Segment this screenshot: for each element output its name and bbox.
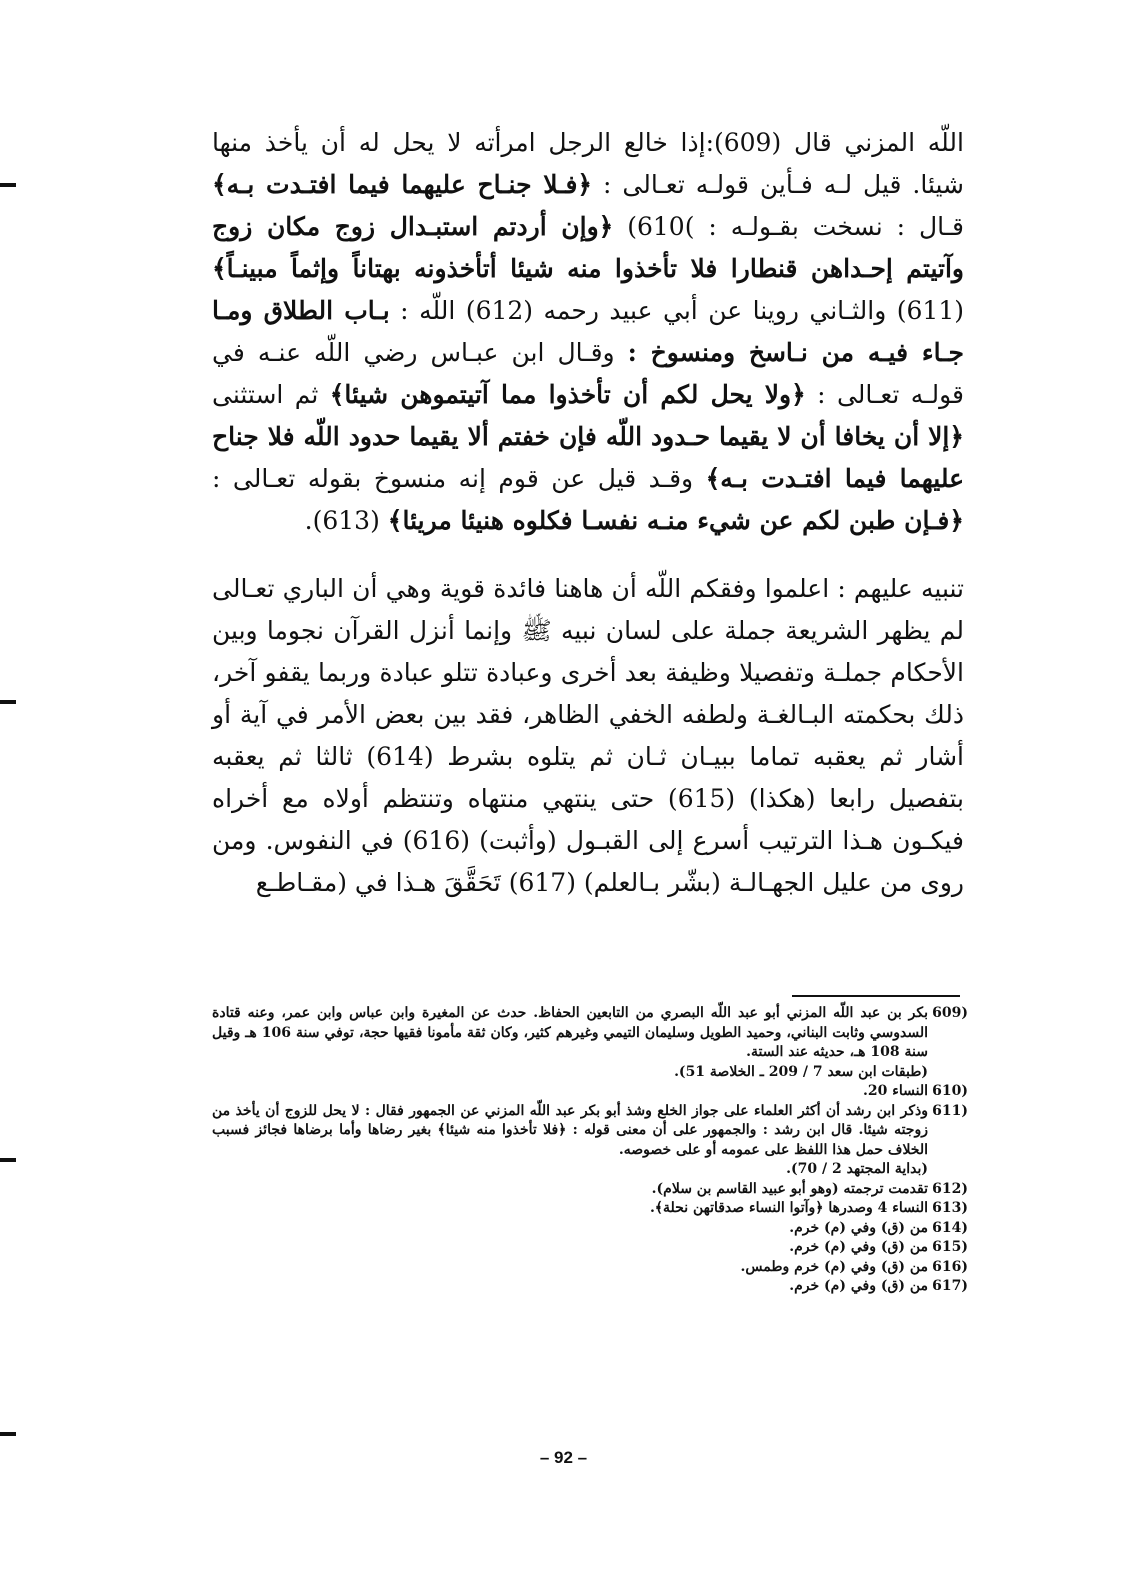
footnotes-list bbox=[212, 1004, 968, 1297]
footnote-text: من (ق) وفي (م) خرم. bbox=[789, 1278, 928, 1294]
footnote-item bbox=[212, 1082, 968, 1102]
footnote-number: (614 bbox=[932, 1219, 968, 1236]
quran-quote: بـاب الطلاق ومـا جـاء فيـه من نـاسخ ومنسوخ : bbox=[212, 296, 965, 367]
scan-edge-mark bbox=[0, 700, 16, 704]
footnote-number: (617 bbox=[932, 1278, 968, 1294]
footnote-item bbox=[212, 1004, 968, 1082]
footnote-text: وذكر ابن رشد أن أكثر العلماء على جواز الخلع وشذ أبو بكر عبد اللّه المزني عن الجمهور فقال : لا يحل للزوج أن يأخذ من زوجته شيئا. قال ابن رشد : والجمهور على أن معنى قوله : ﴿فلا تأخذوا منه شيئا﴾ بغير رضاها وأما برضاها فجائز فسبب الخلاف حمل هذا اللفظ على عمومه أو على خصوصه. (بداية المجتهد 2 / 70). bbox=[212, 1102, 928, 1177]
quran-quote: ﴿فـإن طبن لكم عن شيء منـه نفسـا فكلوه هنيئا مريئا﴾ bbox=[387, 506, 964, 535]
footnote-text: تقدمت ترجمته (وهو أبو عبيد القاسم بن سلام). bbox=[651, 1180, 928, 1197]
main-text bbox=[212, 122, 964, 904]
footnote-number: (611 bbox=[932, 1102, 968, 1119]
footnote-item bbox=[212, 1102, 968, 1180]
footnote-text: النساء 20. bbox=[863, 1083, 928, 1099]
footnote-text: بكر بن عبد اللّه المزني أبو عبد اللّه البصري من التابعين الحفاظ. حدث عن المغيرة وابن عباس وابن عمر، وعنه قتادة السدوسي وثابت البناني، وحميد الطويل وسليمان التيمي وغيرهم كثير، وكان ثقة مأمونا فقيها حجة، توفي سنة 106 هـ وقيل سنة 108 هـ، حديثه عند الستة. (طبقات ابن سعد 7 / 209 ـ الخلاصة 51). bbox=[212, 1005, 929, 1080]
text-run: ثم استثنى bbox=[212, 380, 330, 409]
footnote-item bbox=[212, 1180, 968, 1200]
scan-edge-mark bbox=[0, 1432, 16, 1436]
text-run: اللّه المزني قال (609):إذا خالع الرجل امرأته لا يحل له أن يأخذ منها شيئا. قيل لـه فـأين قولـه تعـالى : bbox=[212, 128, 964, 199]
footnote-number: (612 bbox=[932, 1180, 968, 1197]
text-run: وقـد قيل عن قوم إنه منسوخ بقوله تعـالى : bbox=[212, 464, 706, 493]
text-run: (613). bbox=[304, 506, 388, 535]
footnote-item bbox=[212, 1277, 968, 1297]
footnote-item bbox=[212, 1219, 968, 1239]
scan-edge-mark bbox=[0, 183, 16, 187]
footnote-item bbox=[212, 1258, 968, 1278]
footnote-item bbox=[212, 1238, 968, 1258]
quran-quote: ﴿ولا يحل لكم أن تأخذوا مما آتيتموهن شيئا﴾ bbox=[329, 380, 806, 409]
footnote-text: النساء 4 وصدرها ﴿وآتوا النساء صدقاتهن نحلة﴾. bbox=[649, 1200, 928, 1216]
footnote-number: (615 bbox=[932, 1239, 968, 1255]
paragraph-notice: تنبيه عليهم : اعلموا وفقكم اللّه أن هاهنا فائدة قوية وهي أن الباري تعـالى لم يظهر الشريعة جملة على لسان نبيه ﷺ وإنما أنزل القرآن نجوما وبين الأحكام جملـة وتفصيلا وظيفة بعد أخرى وعبادة تتلو عبادة وربما يقفو آخر، ذلك بحكمته البـالغـة ولطفه الخفي الظاهر، فقد بين بعض الأمر في آية أو أشار ثم يعقبه تماما ببيـان ثـان ثم يتلوه بشرط (614) ثالثا ثم يعقبه بتفصيل رابعا (هكذا) (615) حتى ينتهي منتهاه وتنتظم أولاه مع أخراه فيكـون هـذا الترتيب أسرع إلى القبـول (وأثبت) (616) في النفوس. ومن روى من عليل الجهـالـة (بشّر بـالعلم) (617) تَحَقَّقَ هـذا في (مقـاطـع bbox=[212, 574, 964, 897]
footnote-number: (613 bbox=[932, 1200, 968, 1216]
footnote-number: (609 bbox=[932, 1005, 968, 1021]
footnote-text: من (ق) وفي (م) خرم. bbox=[789, 1219, 928, 1236]
quran-quote: ﴿فـلا جنـاح عليهما فيما افتـدت بـه﴾ bbox=[212, 170, 593, 199]
quran-quote: ﴿إلا أن يخافا أن لا يقيما حـدود اللّه فإن خفتم ألا يقيما حدود اللّه فلا جناح عليهما فيما افتـدت بـه﴾ bbox=[212, 422, 965, 493]
paragraph-abrogation bbox=[212, 122, 964, 542]
text-run: قـال : نسخت بقـولـه : )610) bbox=[613, 212, 965, 241]
scan-edge-mark bbox=[0, 1158, 16, 1162]
text-run: (611) والثـاني روينا عن أبي عبيد رحمه (612) اللّه : bbox=[389, 296, 964, 325]
footnote-item bbox=[212, 1199, 968, 1219]
page-number: – 92 – bbox=[539, 1448, 588, 1467]
quran-quote: ﴿وإن أردتم استبـدال زوج مكان زوج وآتيتم إحـداهن قنطارا فلا تأخذوا منه شيئا أتأخذونه بهتاناً وإثماً مبينـاً﴾ bbox=[212, 212, 964, 283]
text-run: وقـال ابن عبـاس رضي اللّه عنـه في قولـه تعـالى : bbox=[212, 338, 964, 409]
footnote-number: (616 bbox=[932, 1258, 968, 1275]
footnote-number: (610 bbox=[932, 1083, 968, 1099]
footnote-separator bbox=[792, 995, 960, 997]
footnote-text: من (ق) وفي (م) خرم. bbox=[789, 1239, 928, 1255]
footnote-text: من (ق) وفي (م) خرم وطمس. bbox=[740, 1258, 928, 1275]
